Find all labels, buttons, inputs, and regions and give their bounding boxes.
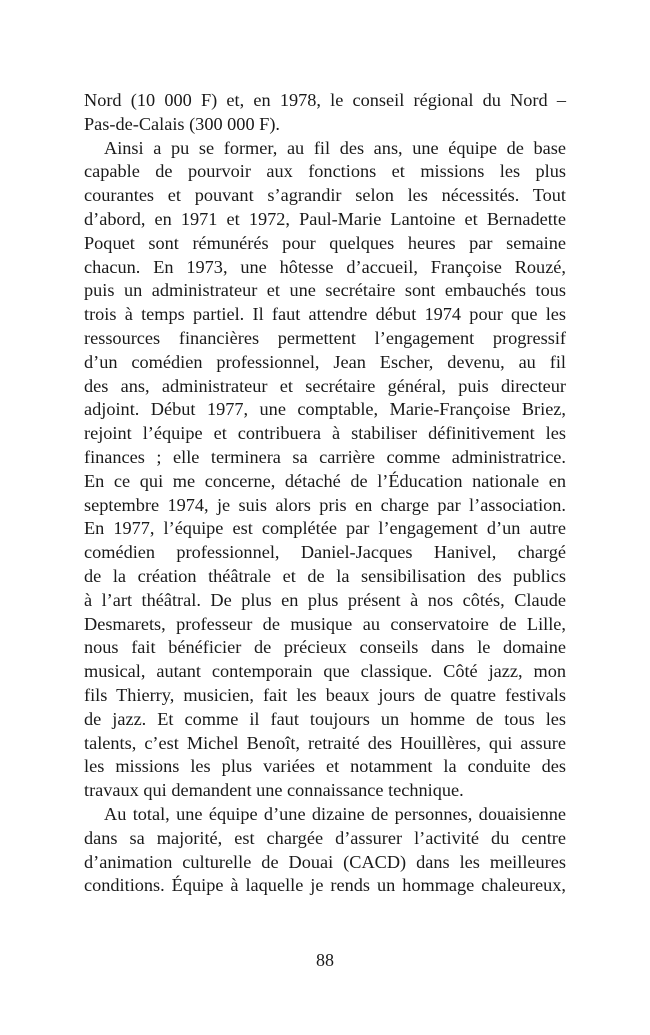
text-line: septembre 1974, je suis alors pris en charge par l’association.	[84, 494, 566, 515]
text-line: dans sa majorité, est chargée d’assurer l’activité du centre	[84, 827, 566, 848]
text-line: fils Thierry, musicien, fait les beaux jours de quatre festivals	[84, 684, 566, 705]
text-line: Nord (10 000 F) et, en 1978, le conseil régional du Nord –	[84, 90, 566, 110]
page-number: 88	[316, 950, 334, 970]
text-line: d’abord, en 1971 et 1972, Paul-Marie Lantoine et Bernadette	[84, 208, 566, 229]
text-line: nous fait bénéficier de précieux conseils dans le domaine	[84, 637, 566, 658]
text-line: de la création théâtrale et de la sensibilisation des publics	[84, 565, 566, 586]
text-line: rejoint l’équipe et contribuera à stabiliser définitivement les	[84, 423, 566, 444]
paragraph-3	[84, 803, 566, 898]
text-line: Ainsi a pu se former, au fil des ans, une équipe de base	[104, 137, 566, 158]
text-line: travaux qui demandent une connaissance technique.	[84, 780, 464, 801]
page-body	[84, 89, 566, 898]
text-line: d’animation culturelle de Douai (CACD) dans les meilleures	[84, 851, 566, 872]
text-line: Au total, une équipe d’une dizaine de personnes, douaisienne	[104, 803, 566, 824]
text-line: des ans, administrateur et secrétaire général, puis directeur	[84, 375, 566, 396]
text-line: Pas-de-Calais (300 000 F).	[84, 113, 280, 134]
paragraph-2	[84, 137, 566, 803]
text-line: puis un administrateur et une secrétaire sont embauchés tous	[84, 280, 566, 301]
text-line: En 1977, l’équipe est complétée par l’engagement d’un autre	[84, 518, 566, 539]
text-line: de jazz. Et comme il faut toujours un homme de tous les	[84, 708, 566, 729]
text-line: chacun. En 1973, une hôtesse d’accueil, Françoise Rouzé,	[84, 256, 566, 277]
text-line: courantes et pouvant s’agrandir selon les nécessités. Tout	[84, 185, 566, 206]
text-line: talents, c’est Michel Benoît, retraité des Houillères, qui assure	[84, 732, 566, 753]
text-line: à l’art théâtral. De plus en plus présent à nos côtés, Claude	[84, 589, 566, 610]
paragraph-1	[84, 89, 566, 137]
text-line: ressources financières permettent l’engagement progressif	[84, 327, 566, 348]
text-line: musical, autant contemporain que classique. Côté jazz, mon	[84, 661, 566, 682]
text-line: Poquet sont rémunérés pour quelques heures par semaine	[84, 232, 566, 253]
text-line: capable de pourvoir aux fonctions et missions les plus	[84, 161, 566, 182]
text-line: comédien professionnel, Daniel-Jacques Hanivel, chargé	[84, 542, 566, 563]
text-line: finances ; elle terminera sa carrière comme administratrice.	[84, 446, 566, 467]
text-line: conditions. Équipe à laquelle je rends un hommage chaleureux,	[84, 875, 566, 896]
text-line: d’un comédien professionnel, Jean Escher, devenu, au fil	[84, 351, 566, 372]
text-line: trois à temps partiel. Il faut attendre début 1974 pour que les	[84, 304, 566, 325]
text-line: En ce qui me concerne, détaché de l’Éducation nationale en	[84, 470, 566, 491]
text-line: Desmarets, professeur de musique au conservatoire de Lille,	[84, 613, 566, 634]
text-line: adjoint. Début 1977, une comptable, Marie-Françoise Briez,	[84, 399, 566, 420]
text-line: les missions les plus variées et notamment la conduite des	[84, 756, 566, 777]
